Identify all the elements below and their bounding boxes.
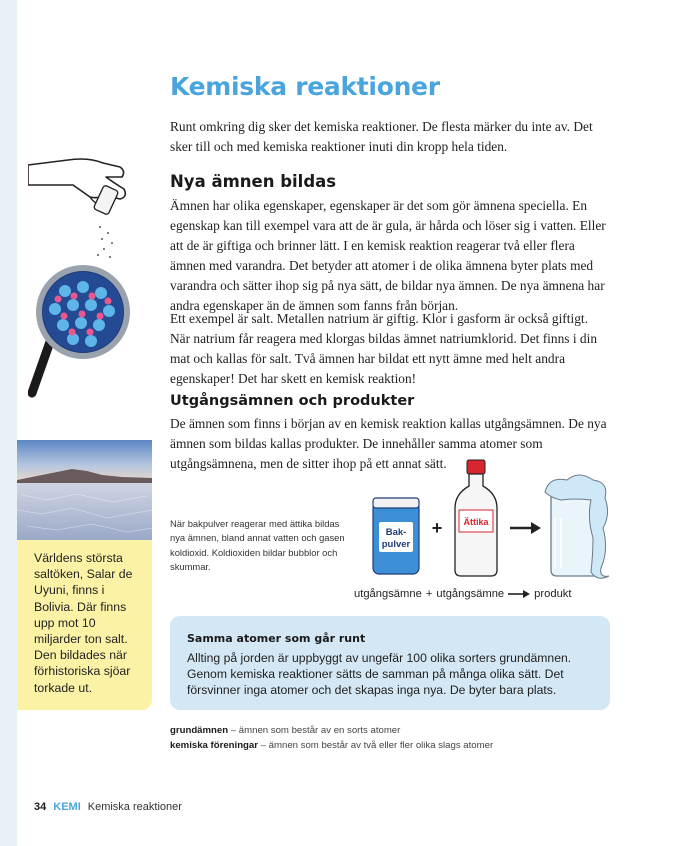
subject-label: KEMI: [53, 801, 81, 813]
section1-paragraph-2: Ett exempel är salt. Metallen natrium är giftig. Klor i gasform är också giftigt. När natrium får reagera med klorgas bildas ämnet natriumklorid. Det finns i din mat och kallas för salt. Två ämnen har bildat ett nytt ämne med helt andra egenskaper! Det har skett en kemisk reaktion!: [170, 311, 598, 386]
formula-product: produkt: [534, 588, 572, 600]
factbox-text: Allting på jorden är uppbyggt av ungefär 100 olika sorters grundämnen. Genom kemiska reaktioner sätts de samman på många olika sätt. Det försvinner inga atomer och det skapas inga nya. De byter bara plats.: [187, 651, 572, 697]
reaction-caption: När bakpulver reagerar med ättika bildas nya ämnen, bland annat vatten och gasen koldioxid. Koldioxiden bildar bubblor och skummar.: [170, 518, 345, 573]
formula-reactant-2: utgångsämne: [436, 588, 505, 600]
chapter-label: Kemiska reaktioner: [87, 801, 182, 813]
section1-paragraph-1: Ämnen har olika egenskaper, egenskaper är det som gör ämnena speciella. En egenskap kan till exempel vara att de är gula, är hårda och löser sig i vatten. Eller att de är giftiga och brinner lätt. I en kemisk reaktion reagerar två eller flera ämnen med varandra. Det betyder att atomer i de olika ämnena byter plats med varandra och sätter ihop sig på nya sätt, de bildar nya ämnen. De nya ämnena har andra egenskaper än de ämnen som fanns från början.: [170, 198, 606, 313]
bottle-label: Ättika: [463, 517, 489, 527]
glossary-entry: [170, 740, 493, 751]
section2-paragraph-1: De ämnen som finns i början av en kemisk reaktion kallas utgångsämnen. De nya ämnen som bildas kallas produkter. De innehåller samma atomer som utgångsämnena, men de sitter ihop på ett annat sätt.: [170, 416, 607, 471]
section-heading-new-substances: Nya ämnen bildas: [170, 172, 337, 191]
vinegar-bottle-icon: [455, 460, 497, 576]
formula-arrow-icon: [508, 589, 530, 599]
factbox-heading: Samma atomer som går runt: [187, 632, 366, 645]
page-title: Kemiska reaktioner: [170, 72, 440, 101]
right-arrow-icon: [510, 522, 541, 534]
salt-grains-icon: [97, 226, 113, 258]
foaming-beaker-icon: [545, 475, 609, 578]
jar-label-line2: pulver: [381, 539, 411, 550]
page-edge-strip: [0, 0, 17, 846]
glossary-term: grundämnen: [170, 725, 229, 736]
sidebar-fact-text: Världens största saltöken, Salar de Uyuni, finns i Bolivia. Där finns upp mot 10 miljarder ton salt. Den bildades när förhistoriska sjöar torkade ut.: [34, 551, 133, 695]
formula-reactant-1: utgångsämne: [354, 588, 422, 600]
glossary-entry: [170, 725, 400, 736]
baking-powder-jar-icon: [373, 498, 419, 574]
plus-sign: +: [431, 518, 443, 538]
page-footer: [34, 801, 182, 813]
reaction-illustration: [365, 458, 615, 588]
hand-sprinkling-salt-illustration: [28, 155, 148, 405]
page-number: 34: [34, 801, 47, 813]
reaction-formula: [354, 588, 572, 600]
salt-flat-photo: [17, 440, 152, 540]
intro-paragraph: Runt omkring dig sker det kemiska reaktioner. De flesta märker du inte av. Det sker till och med kemiska reaktioner inuti din kropp hela tiden.: [170, 119, 593, 154]
glossary-definition: – ämnen som består av två eller fler olika slags atomer: [257, 740, 494, 751]
section-heading-reactants-products: Utgångsämnen och produkter: [170, 393, 415, 409]
magnifying-glass-icon: [32, 268, 127, 393]
glossary-term: kemiska föreningar: [170, 740, 258, 751]
formula-plus: +: [425, 588, 433, 600]
jar-label-line1: Bak-: [385, 527, 407, 538]
glossary-definition: – ämnen som består av en sorts atomer: [228, 725, 401, 736]
